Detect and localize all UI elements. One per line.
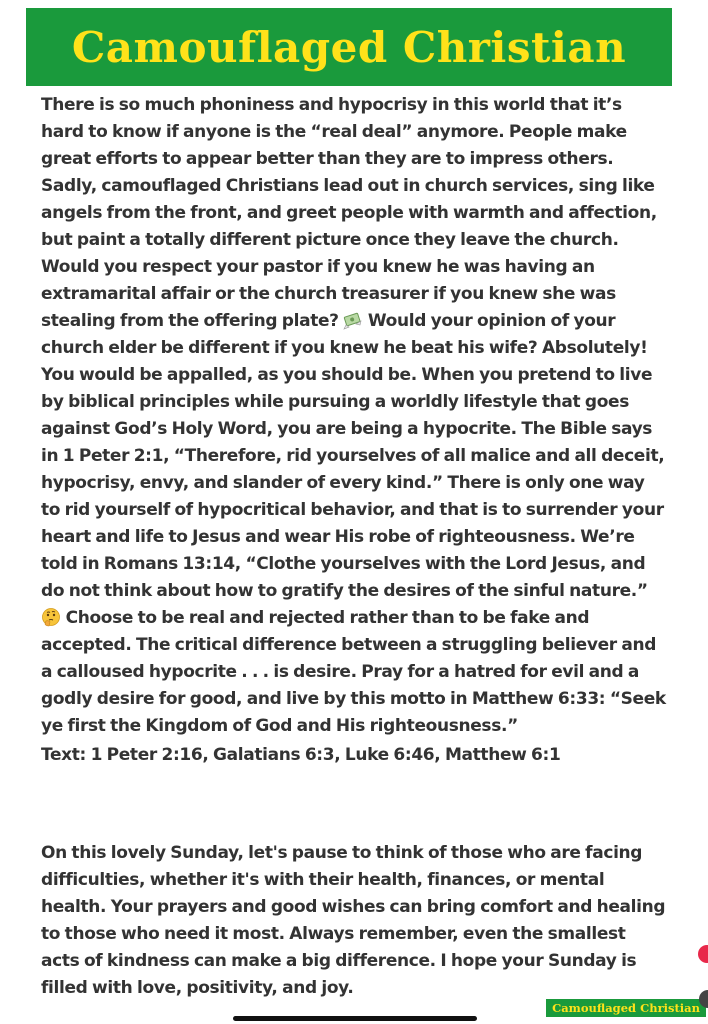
floating-button-red[interactable] [698, 945, 708, 963]
article-paragraph-closing: On this lovely Sunday, let's pause to think of those who are facing difficulties, whether it's with their health, finances, or mental health. Your prayers and good wishes can bring comfort and healing to those who need it most. Always remember, even the smallest acts of kindness can make a big difference. I hope your Sunday is filled with love, positivity, and joy. [41, 843, 666, 998]
money-with-wings-icon [343, 311, 363, 330]
scripture-references: Text: 1 Peter 2:16, Galatians 6:3, Luke 6:46, Matthew 6:1 [41, 745, 561, 765]
title-banner [26, 8, 672, 86]
paragraph-text: Choose to be real and rejected rather than to be fake and accepted. The critical difference between a struggling believer and a calloused hypocrite . . . is desire. Pray for a hatred for evil and a godly desire for good, and live by this motto in Matthew 6:33: “Seek ye first the Kingdom of God and His righteousness.” [41, 608, 666, 736]
article-paragraph-main [41, 92, 666, 769]
paragraph-text: There is so much phoniness and hypocrisy in this world that it’s hard to know if anyone is the “real deal” anymore. People make great efforts to appear better than they are to impress others. Sadly, camouflaged Christians lead out in church services, sing like angels from the front, and greet people with warmth and affection, but paint a totally different picture once they leave the church. Would you respect your pastor if you knew he was having an extramarital affair or the church treasurer if you knew she was stealing from the offering plate? [41, 95, 657, 331]
thinking-face-icon [41, 608, 61, 627]
watermark-label: Camouflaged Christian [546, 999, 706, 1017]
page-title: Camouflaged Christian [71, 22, 627, 72]
home-indicator[interactable] [233, 1016, 477, 1021]
paragraph-text: Would your opinion of your church elder be different if you knew he beat his wife? Absolutely! You would be appalled, as you should be. When you pretend to live by biblical principles while pursuing a worldly lifestyle that goes against God’s Holy Word, you are being a hypocrite. The Bible says in 1 Peter 2:1, “Therefore, rid yourselves of all malice and all deceit, hypocrisy, envy, and slander of every kind.” There is only one way to rid yourself of hypocritical behavior, and that is to surrender your heart and life to Jesus and wear His robe of righteousness. We’re told in Romans 13:14, “Clothe yourselves with the Lord Jesus, and do not think about how to gratify the desires of the sinful nature.” [41, 311, 665, 601]
